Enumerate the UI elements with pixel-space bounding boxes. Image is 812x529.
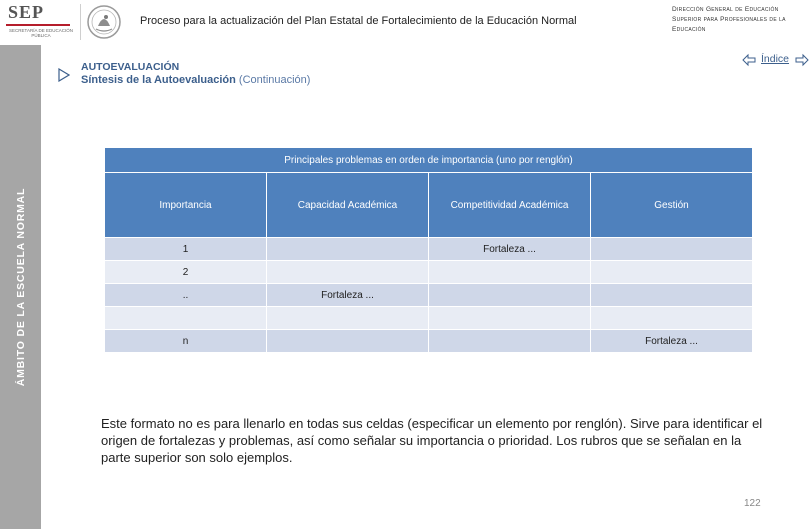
index-link[interactable]: Índice (761, 53, 790, 65)
logo-separator (80, 4, 81, 40)
table-cell (591, 238, 753, 261)
table-cell (591, 284, 753, 307)
sidebar-label-container (0, 45, 41, 529)
explanatory-paragraph: Este formato no es para llenarlo en todas sus celdas (especificar un elemento por renglón). Sirve para identificar el origen de fortalezas y problemas, así como señalar su importancia o prioridad. Los rubros que se señalan en la parte superior son solo ejemplos. (101, 416, 763, 465)
logo-divider (6, 24, 70, 26)
table-cell (267, 307, 429, 330)
document-title: Proceso para la actualización del Plan Estatal de Fortalecimiento de la Educación Normal (140, 15, 577, 27)
page-number: 122 (744, 498, 761, 509)
table-cell: 1 (105, 238, 267, 261)
column-header-gestion: Gestión (591, 173, 753, 238)
table-cell: 2 (105, 261, 267, 284)
table-cell: n (105, 330, 267, 353)
table-cell (267, 330, 429, 353)
column-header-competitividad: Competitividad Académica (429, 173, 591, 238)
table-cell (105, 307, 267, 330)
table-cell (267, 261, 429, 284)
section-subtitle-note: (Continuación) (238, 74, 311, 86)
table-cell (591, 261, 753, 284)
table-cell: Fortaleza ... (591, 330, 753, 353)
section-subtitle (81, 74, 310, 86)
table-cell (429, 284, 591, 307)
sep-logo (4, 2, 76, 42)
triangle-bullet-icon (58, 68, 70, 82)
column-header-capacidad: Capacidad Académica (267, 173, 429, 238)
section-title: AUTOEVALUACIÓN (81, 61, 180, 73)
priorities-table (104, 147, 753, 353)
sidebar-label: ÁMBITO DE LA ESCUELA NORMAL (14, 187, 27, 387)
table-cell: Fortaleza ... (267, 284, 429, 307)
table-row (105, 307, 753, 330)
table-row (105, 330, 753, 353)
table-cell (429, 261, 591, 284)
table-cell (591, 307, 753, 330)
table-cell (429, 307, 591, 330)
national-crest-icon (86, 2, 122, 42)
section-subtitle-main: Síntesis de la Autoevaluación (81, 74, 236, 86)
department-name: Dirección General de Educación Superior para Profesionales de la Educación (672, 6, 786, 33)
table-row (105, 261, 753, 284)
sep-logo-subtext: SECRETARÍA DE EDUCACIÓN PÚBLICA (9, 28, 73, 38)
column-header-importancia: Importancia (105, 173, 267, 238)
table-cell (267, 238, 429, 261)
sep-logo-text: SEP (8, 2, 45, 22)
sidebar (0, 45, 41, 529)
table-cell: .. (105, 284, 267, 307)
header (0, 0, 812, 45)
table-row (105, 284, 753, 307)
arrow-right-icon[interactable] (795, 53, 809, 67)
table-row (105, 238, 753, 261)
table-caption: Principales problemas en orden de importancia (uno por renglón) (105, 148, 753, 173)
table-cell (429, 330, 591, 353)
table-cell: Fortaleza ... (429, 238, 591, 261)
arrow-left-icon[interactable] (742, 53, 756, 67)
